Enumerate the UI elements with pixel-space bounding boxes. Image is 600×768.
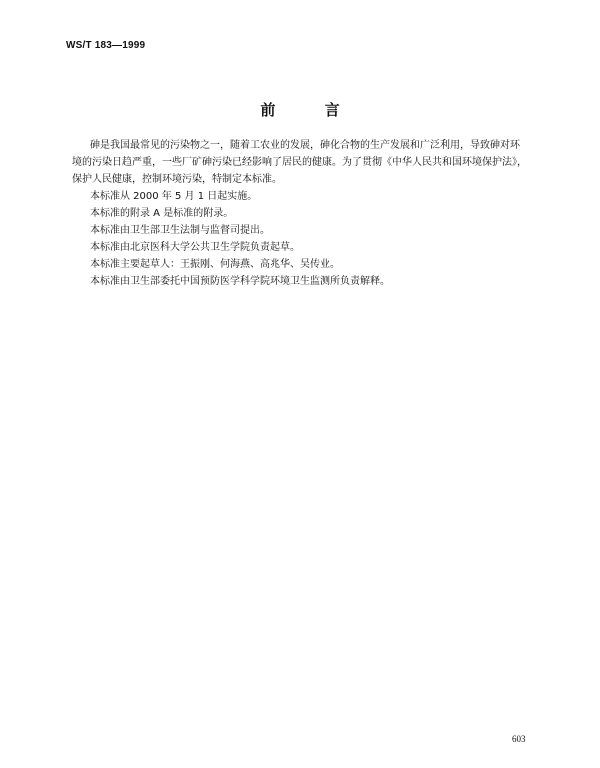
foreword-body	[72, 137, 552, 290]
paragraph-drafters: 本标准主要起草人：王振刚、何海燕、高兆华、吴传业。	[90, 259, 340, 270]
paragraph-intro	[72, 137, 552, 188]
paragraph-interpreter: 本标准由卫生部委托中国预防医学科学院环境卫生监测所负责解释。	[90, 276, 390, 287]
standard-code: WS/T 183—1999	[66, 40, 146, 51]
paragraph-line: 保护人民健康，控制环境污染，特制定本标准。	[72, 174, 282, 185]
paragraph-line: 砷是我国最常见的污染物之一，随着工农业的发展，砷化合物的生产发展和广泛利用，导致砷对环	[90, 140, 520, 151]
paragraph-line: 境的污染日趋严重，一些厂矿砷污染已经影响了居民的健康。为了贯彻《中华人民共和国环境保护法》，	[72, 157, 527, 168]
page-title: 前 言	[260, 101, 362, 119]
paragraph-proposer: 本标准由卫生部卫生法制与监督司提出。	[90, 225, 270, 236]
paragraph-appendix: 本标准的附录 A 是标准的附录。	[90, 208, 234, 219]
paragraph-effective-date: 本标准从 2000 年 5 月 1 日起实施。	[90, 191, 258, 202]
paragraph-drafter-org: 本标准由北京医科大学公共卫生学院负责起草。	[90, 242, 300, 253]
page-number: 603	[512, 734, 526, 744]
